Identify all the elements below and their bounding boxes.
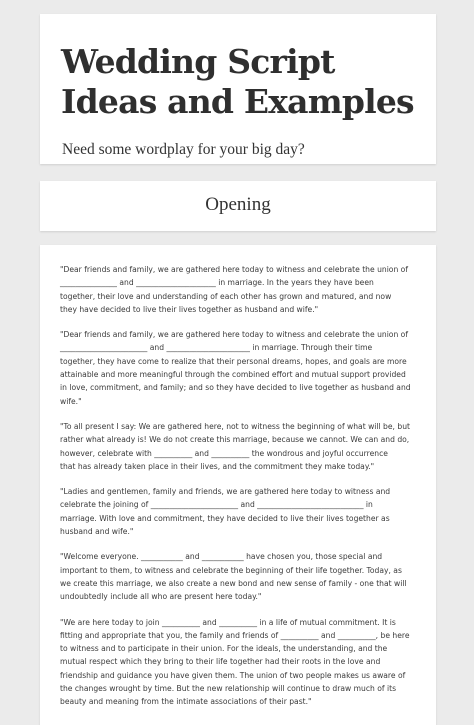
script-paragraphs [60, 263, 418, 721]
script-paragraph: "Dear friends and family, we are gathered here today to witness and celebrate the union of _______________________ and ______________________ in marriage. Through their time together, they have come to realize that their personal dreams, hopes, and goals are more attainable and more meaningful through the combined effort and mutual support provided in love, commitment, and family; and so they have decided to live together as husband and wife." [60, 330, 411, 406]
page-subtitle: Need some wordplay for your big day? [62, 141, 305, 158]
script-paragraph: "We are here today to join __________ and __________ in a life of mutual commitment. It is fitting and appropriate that you, the family and friends of __________ and __________, be here to witness and to participate in their union. For the ideals, the understanding, and the mutual respect which they bring to their life together had their roots in the love and friendship and guidance you have given them. The union of two people makes us aware of the changes wrought by time. But the new relationship will continue to draw much of its beauty and meaning from the intimate associations of their past." [60, 617, 410, 707]
page-title: Wedding Script Ideas and Examples [61, 42, 414, 121]
title-card [40, 14, 436, 164]
script-paragraph: "Ladies and gentlemen, family and friends, we are gathered here today to witness and celebrate the joining of _______________________ and ____________________________ in marriage. With love and commitment, they have decided to live their lives together as husband and wife." [60, 487, 391, 537]
script-paragraph: "Dear friends and family, we are gathered here today to witness and celebrate the union of _______________ and _____________________ in marriage. In the years they have been together, their love and understanding of each other has grown and matured, and now they have decided to live their lives together as husband and wife." [60, 265, 409, 314]
section-title: Opening [205, 194, 271, 215]
script-paragraph: "Welcome everyone. ___________ and ___________ have chosen you, those special and important to them, to witness and celebrate the beginning of their life together. Today, as we create this marriage, we also create a new bond and new sense of family - one that will undoubtedly include all who are present here today." [60, 552, 407, 602]
script-paragraph: "To all present I say: We are gathered here, not to witness the beginning of what will be, but rather what already is! We do not create this marriage, because we cannot. We can and do, however, celebrate with __________ and __________ the wondrous and joyful occurrence that has already taken place in their lives, and the commitment they make today." [60, 421, 410, 471]
section-header-card [40, 181, 436, 231]
script-content-card [40, 245, 436, 725]
